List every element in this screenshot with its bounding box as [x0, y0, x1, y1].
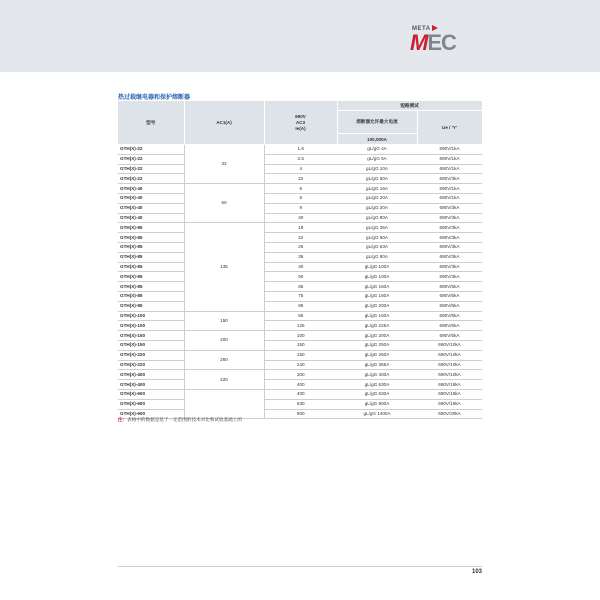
cell-model: GTH(X)-85 — [118, 252, 184, 262]
cell-ue: 690V/3kA — [417, 252, 482, 262]
cell-fuse: gL/gG 4A — [337, 145, 417, 155]
cell-model: GTH(X)-22 — [118, 174, 184, 184]
cell-fuse: gL/gG 250A — [337, 350, 417, 360]
cell-ue: 690V/1kA — [417, 193, 482, 203]
cell-model: GTH(X)-100 — [118, 321, 184, 331]
cell-fuse: gL/gG 160A — [337, 291, 417, 301]
cell-ue: 690V/3kA — [417, 262, 482, 272]
header-ac3-line3: Ie(A) — [295, 125, 306, 131]
cell-model: GTH(X)-85 — [118, 262, 184, 272]
header-ac1: AC1(A) — [184, 101, 264, 145]
table-row — [118, 291, 482, 301]
cell-ue: 690V/3kA — [417, 203, 482, 213]
cell-ie: 36 — [264, 252, 337, 262]
header-band — [0, 0, 600, 72]
cell-ue: 690V/1kA — [417, 154, 482, 164]
cell-ie: 100 — [264, 331, 337, 341]
cell-ie: 85 — [264, 301, 337, 311]
header-short-circuit-test: 短路测试 — [337, 101, 482, 111]
table-row — [118, 164, 482, 174]
cell-model: GTH(X)-150 — [118, 340, 184, 350]
cell-ac1: 60 — [184, 184, 264, 223]
table-row — [118, 301, 482, 311]
cell-fuse: gL/gG 80A — [337, 252, 417, 262]
cell-model: GTH(X)-400 — [118, 380, 184, 390]
logo-small-text: META — [412, 26, 431, 32]
cell-fuse: gL/gG 200A — [337, 331, 417, 341]
cell-model: GTH(X)-220 — [118, 350, 184, 360]
table-row — [118, 252, 482, 262]
cell-ac1: 200 — [184, 331, 264, 351]
cell-model: GTH(X)-85 — [118, 233, 184, 243]
cell-ie: 300 — [264, 370, 337, 380]
header-ac3-line1: 690V — [295, 113, 306, 119]
cell-model: GTH(X)-85 — [118, 301, 184, 311]
cell-ue: 690V/10kA — [417, 350, 482, 360]
cell-ue: 690V/3kA — [417, 223, 482, 233]
footnote — [118, 417, 242, 423]
cell-ie: 40 — [264, 262, 337, 272]
cell-model: GTH(X)-22 — [118, 145, 184, 155]
cell-ue: 690V/1kA — [417, 184, 482, 194]
cell-ie: 1.6 — [264, 145, 337, 155]
table-row — [118, 233, 482, 243]
cell-fuse: gL/gG 20A — [337, 193, 417, 203]
cell-ie: 8 — [264, 193, 337, 203]
cell-ie: 630 — [264, 399, 337, 409]
cell-ac1: 135 — [184, 223, 264, 311]
cell-ie: 2.5 — [264, 154, 337, 164]
table-row — [118, 145, 482, 155]
mec-logo — [410, 26, 482, 58]
cell-fuse: gL/gG 6A — [337, 154, 417, 164]
logo-mark — [410, 31, 456, 55]
cell-ue: 690V/5kA — [417, 331, 482, 341]
cell-ac1: 150 — [184, 311, 264, 331]
cell-fuse: gL/gG 50A — [337, 233, 417, 243]
table-row — [118, 154, 482, 164]
table-row — [118, 282, 482, 292]
cell-fuse: gL/gG 16A — [337, 184, 417, 194]
cell-ie: 125 — [264, 321, 337, 331]
cell-ac1: 32 — [184, 145, 264, 184]
cell-ie: 65 — [264, 311, 337, 321]
table-row — [118, 242, 482, 252]
cell-ue: 690V/3kA — [417, 174, 482, 184]
cell-ue: 690V/10kA — [417, 340, 482, 350]
table-row — [118, 272, 482, 282]
cell-fuse: gL/gG 250A — [337, 340, 417, 350]
relay-fuse-table — [118, 101, 483, 419]
cell-ue: 690V/18kA — [417, 380, 482, 390]
cell-fuse: gL/gG 100A — [337, 272, 417, 282]
cell-ue: 690V/30kA — [417, 409, 482, 419]
footer-divider — [118, 566, 482, 567]
cell-ie: 400 — [264, 389, 337, 399]
cell-model: GTH(X)-40 — [118, 193, 184, 203]
cell-ue: 690V/5kA — [417, 321, 482, 331]
cell-fuse: gL/gG 355A — [337, 360, 417, 370]
cell-ie: 9 — [264, 203, 337, 213]
cell-ie: 150 — [264, 350, 337, 360]
cell-fuse: gL/gG 400A — [337, 370, 417, 380]
cell-ie: 40 — [264, 213, 337, 223]
cell-ue: 690V/18kA — [417, 389, 482, 399]
cell-model: GTH(X)-100 — [118, 311, 184, 321]
table-row — [118, 340, 482, 350]
table-row — [118, 389, 482, 399]
cell-fuse: gL/gG 50A — [337, 174, 417, 184]
table-row — [118, 360, 482, 370]
cell-model: GTH(X)-85 — [118, 282, 184, 292]
cell-ue: 690V/5kA — [417, 301, 482, 311]
cell-model: GTH(X)-22 — [118, 154, 184, 164]
cell-fuse: gL/gG 20A — [337, 203, 417, 213]
header-fuse-max: 熔断器允许最大电流 — [337, 111, 417, 134]
footnote-mark: 注: — [118, 417, 125, 422]
table-row — [118, 380, 482, 390]
cell-fuse: gL/gG 1400A — [337, 409, 417, 419]
cell-model: GTH(X)-40 — [118, 203, 184, 213]
table-row — [118, 213, 482, 223]
cell-fuse: gL/gG 800A — [337, 399, 417, 409]
cell-ue: 690V/3kA — [417, 233, 482, 243]
header-current-100k: 100,000A — [337, 134, 417, 145]
section-title: 热过载继电器和保护熔断器 — [118, 95, 191, 101]
cell-ie: 50 — [264, 272, 337, 282]
cell-ie: 22 — [264, 174, 337, 184]
cell-ue: 690V/1kA — [417, 145, 482, 155]
table-row — [118, 321, 482, 331]
cell-ue: 690V/5kA — [417, 282, 482, 292]
cell-ue: 690V/1kA — [417, 164, 482, 174]
cell-ue: 690V/5kA — [417, 291, 482, 301]
header-model: 型号 — [118, 101, 184, 145]
cell-ac1: 260 — [184, 350, 264, 370]
header-ac3-line2: AC3 — [295, 119, 306, 125]
cell-ue: 690V/5kA — [417, 311, 482, 321]
cell-ie: 22 — [264, 233, 337, 243]
cell-ue: 690V/3kA — [417, 213, 482, 223]
cell-fuse: gL/gG 35A — [337, 223, 417, 233]
cell-ac1: 420 — [184, 370, 264, 390]
table-row — [118, 262, 482, 272]
cell-model: GTH(X)-600 — [118, 399, 184, 409]
cell-ie: 400 — [264, 380, 337, 390]
cell-ie: 18 — [264, 223, 337, 233]
cell-model: GTH(X)-85 — [118, 272, 184, 282]
cell-fuse: gL/gG 200A — [337, 301, 417, 311]
table-row — [118, 399, 482, 409]
cell-model: GTH(X)-85 — [118, 242, 184, 252]
cell-model: GTH(X)-150 — [118, 331, 184, 341]
table-row — [118, 184, 482, 194]
cell-fuse: gL/gG 630A — [337, 389, 417, 399]
table-row — [118, 370, 482, 380]
cell-model: GTH(X)-40 — [118, 213, 184, 223]
cell-fuse: gL/gG 150A — [337, 311, 417, 321]
table-row — [118, 174, 482, 184]
table-row — [118, 223, 482, 233]
cell-ie: 4 — [264, 164, 337, 174]
footnote-text: 表格中的数据是基于一定范围的技术对比和试验基础上的 — [127, 417, 242, 422]
table-row — [118, 193, 482, 203]
header-ac3 — [264, 101, 337, 145]
cell-ie: 65 — [264, 282, 337, 292]
logo-mark-ec: EC — [427, 30, 456, 55]
cell-ue: 690V/3kA — [417, 242, 482, 252]
cell-ie: 800 — [264, 409, 337, 419]
table-row — [118, 311, 482, 321]
cell-model: GTH(X)-40 — [118, 184, 184, 194]
cell-model: GTH(X)-85 — [118, 291, 184, 301]
cell-ac1 — [184, 389, 264, 418]
cell-model: GTH(X)-220 — [118, 360, 184, 370]
cell-model: GTH(X)-85 — [118, 223, 184, 233]
cell-fuse: gL/gG 80A — [337, 213, 417, 223]
table-row — [118, 350, 482, 360]
table-row — [118, 331, 482, 341]
cell-model: GTH(X)-600 — [118, 389, 184, 399]
cell-fuse: gL/gG 63A — [337, 242, 417, 252]
cell-fuse: gL/gG 160A — [337, 282, 417, 292]
header-ue: Ue / 'Y' — [417, 111, 482, 145]
cell-fuse: gL/gG 10A — [337, 164, 417, 174]
cell-fuse: gL/gG 225A — [337, 321, 417, 331]
cell-ue: 690V/18kA — [417, 399, 482, 409]
cell-model: GTH(X)-600 — [118, 409, 184, 419]
page-number: 103 — [471, 569, 482, 575]
cell-ue: 690V/10kA — [417, 360, 482, 370]
table-row — [118, 203, 482, 213]
cell-ie: 150 — [264, 340, 337, 350]
cell-ie: 75 — [264, 291, 337, 301]
cell-ie: 240 — [264, 360, 337, 370]
table-body — [118, 145, 482, 419]
cell-fuse: gL/gG 630A — [337, 380, 417, 390]
cell-ue: 690V/3kA — [417, 272, 482, 282]
cell-ie: 6 — [264, 184, 337, 194]
cell-ie: 26 — [264, 242, 337, 252]
cell-model: GTH(X)-400 — [118, 370, 184, 380]
cell-ue: 690V/10kA — [417, 370, 482, 380]
logo-mark-m: M — [410, 30, 428, 55]
cell-model: GTH(X)-22 — [118, 164, 184, 174]
cell-fuse: gL/gG 100A — [337, 262, 417, 272]
